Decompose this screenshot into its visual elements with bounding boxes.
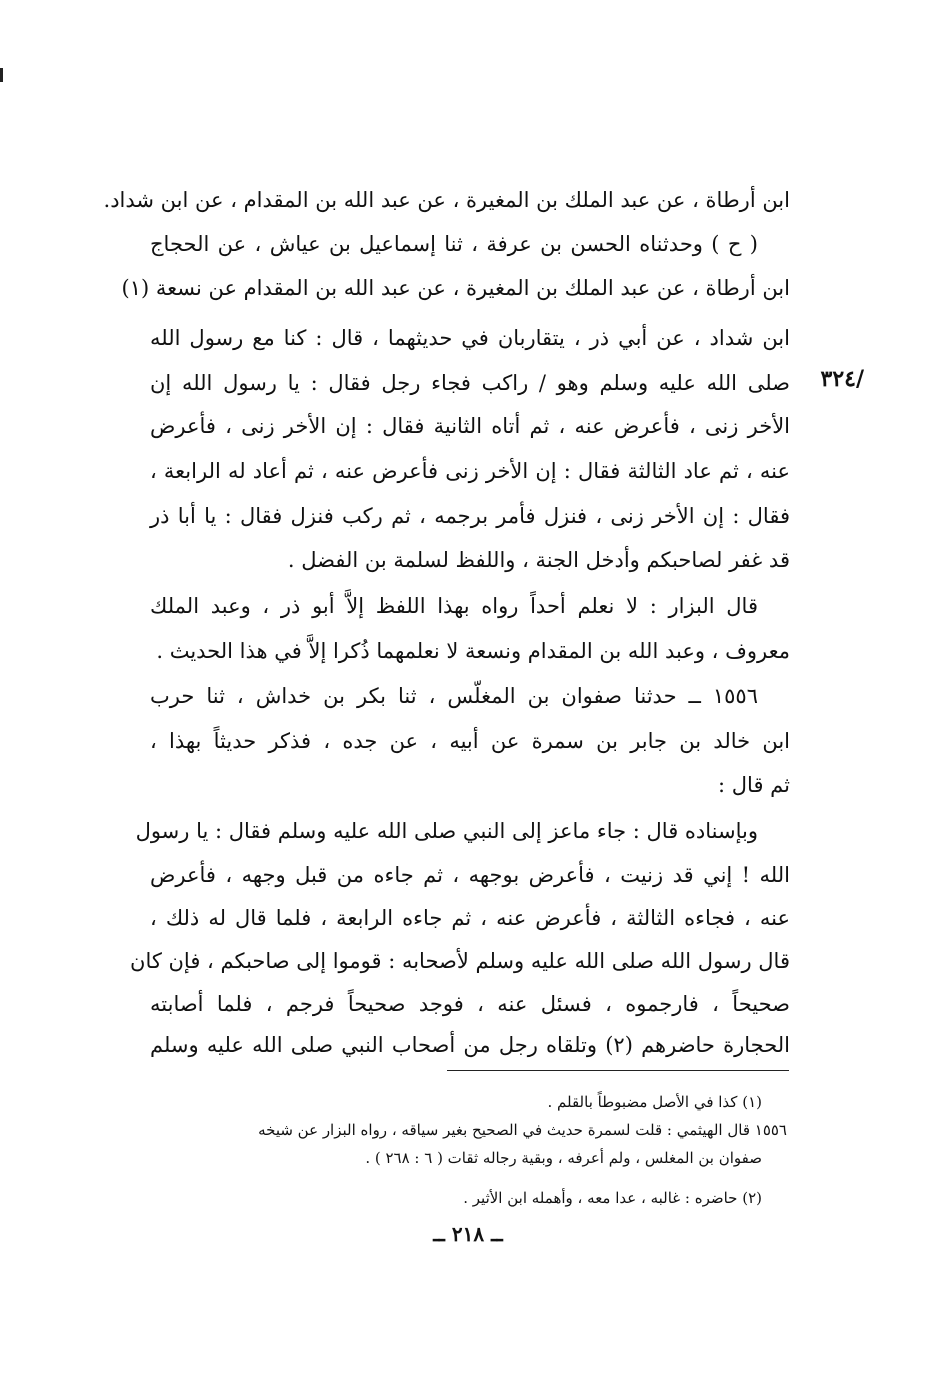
body-line-9: قد غفر لصاحبكم وأدخل الجنة ، واللفظ لسلمة بن الفضل .	[287, 548, 790, 572]
body-line-16: الله ! إني قد زنيت ، فأعرض بوجهه ، ثم جاءه من قبل وجهه ، فأعرض	[150, 863, 790, 887]
body-line-1: ابن أرطاة ، عن عبد الملك بن المغيرة ، عن عبد الله بن المقدام ، عن ابن شداد.	[103, 188, 790, 212]
body-line-2: ( ح ) وحدثناه الحسن بن عرفة ، ثنا إسماعيل بن عياش ، عن الحجاج	[150, 232, 758, 256]
scan-edge-mark	[0, 68, 3, 82]
footnote-2: (٢) حاضره : غالبه ، عدا معه ، وأهمله ابن الأثير .	[463, 1189, 762, 1207]
body-line-4: ابن شداد ، عن أبي ذر ، يتقاربان في حديثهما ، قال : كنا مع رسول الله	[150, 326, 790, 350]
body-line-17: عنه ، فجاءه الثالثة ، فأعرض عنه ، ثم جاءه الرابعة ، فلما قال له ذلك ،	[150, 906, 790, 930]
body-line-11: معروف ، وعبد الله بن المقدام ونسعة لا نعلمهما ذُكرا إلاَّ في هذا الحديث .	[156, 639, 790, 663]
body-line-6: الأخر زنى ، فأعرض عنه ، ثم أتاه الثانية فقال : إن الأخر زنى ، فأعرض	[150, 414, 790, 438]
body-line-3: ابن أرطاة ، عن عبد الملك بن المغيرة ، عن عبد الله بن المقدام عن نسعة (١)	[121, 276, 790, 300]
body-line-14: ثم قال :	[718, 773, 790, 797]
body-line-19: صحيحاً ، فارجموه ، فسئل عنه ، فوجد صحيحاً فرجم ، فلما أصابته	[150, 992, 790, 1016]
footnote-divider	[447, 1070, 789, 1071]
body-line-18: قال رسول الله صلى الله عليه وسلم لأصحابه : قوموا إلى صاحبكم ، فإن كان	[130, 949, 790, 973]
body-line-13: ابن خالد بن جابر بن سمرة عن أبيه ، عن جده ، فذكر حديثاً بهذا ،	[150, 729, 790, 753]
footnote-hadith-note: ١٥٥٦ قال الهيثمي : قلت لسمرة حديث في الصحيح بغير سياقه ، رواه البزار عن شيخه	[258, 1121, 787, 1139]
body-line-20: الحجارة حاضرهم (٢) وتلقاه رجل من أصحاب النبي صلى الله عليه وسلم	[150, 1033, 790, 1057]
margin-page-reference: /٣٢٤	[820, 366, 864, 392]
body-line-8: فقال : إن الأخر زنى ، فنزل فأمر برجمه ، ثم ركب فنزل فقال : يا أبا ذر	[150, 504, 790, 528]
footnote-hadith-note-cont: صفوان بن المغلس ، ولم أعرفه ، وبقية رجاله ثقات ( ٦ : ٢٦٨ ) .	[365, 1149, 762, 1167]
body-line-7: عنه ، ثم عاد الثالثة فقال : إن الأخر زنى فأعرض عنه ، ثم أعاد له الرابعة ،	[150, 459, 790, 483]
hadith-number-line: ١٥٥٦ ــ حدثنا صفوان بن المغلّس ، ثنا بكر بن خداش ، ثنا حرب	[150, 684, 758, 708]
page-number: ــ ٢١٨ ــ	[433, 1222, 503, 1246]
footnote-1: (١) كذا في الأصل مضبوطاً بالقلم .	[547, 1093, 762, 1111]
body-line-10: قال البزار : لا نعلم أحداً رواه بهذا اللفظ إلاَّ أبو ذر ، وعبد الملك	[150, 594, 758, 618]
body-line-15: وبإسناده قال : جاء ماعز إلى النبي صلى الله عليه وسلم فقال : يا رسول	[135, 819, 758, 843]
body-line-5: صلى الله عليه وسلم وهو / راكب فجاء رجل فقال : يا رسول الله إن	[150, 371, 790, 395]
